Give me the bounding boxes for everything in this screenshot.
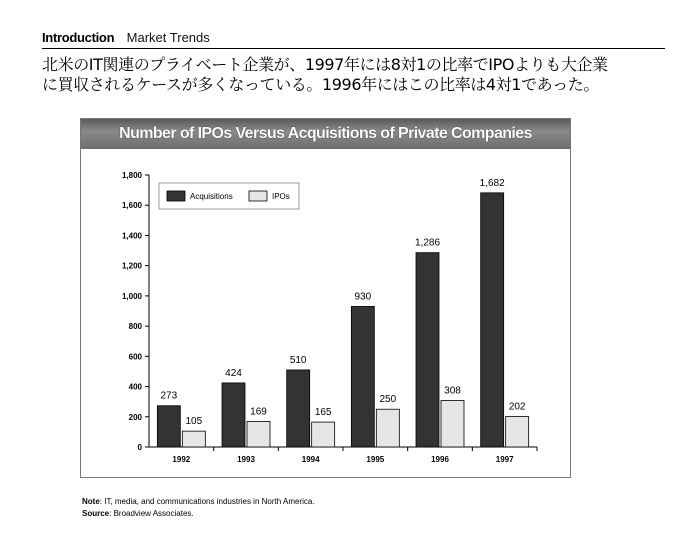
ipos-bar (182, 431, 205, 447)
acquisitions-value-label: 273 (160, 390, 178, 402)
header-divider (42, 48, 665, 49)
footnote-source (82, 509, 194, 518)
y-tick-label: 400 (128, 382, 142, 392)
legend-label-ipos: IPOs (272, 192, 290, 201)
section-title: Introduction (42, 30, 115, 45)
headline (42, 55, 672, 95)
acquisitions-bar (222, 383, 245, 447)
ipos-value-label: 105 (185, 416, 203, 428)
y-tick-label: 600 (128, 352, 142, 362)
source-label: Source (82, 509, 110, 518)
ipos-value-label: 250 (379, 394, 397, 406)
ipos-value-label: 165 (314, 407, 332, 419)
y-tick-label: 1,800 (121, 171, 142, 180)
slide-header (42, 29, 665, 49)
legend-swatch-acquisitions (167, 191, 185, 201)
footnote-note (82, 497, 315, 506)
acquisitions-value-label: 424 (225, 367, 242, 379)
acquisitions-bar (416, 253, 439, 447)
y-tick-label: 0 (137, 443, 142, 452)
legend-label-acquisitions: Acquisitions (190, 192, 233, 201)
y-tick-label: 1,600 (121, 201, 142, 211)
y-tick-label: 1,000 (121, 291, 142, 301)
y-tick-label: 200 (128, 412, 142, 422)
x-tick-label: 1993 (237, 455, 255, 464)
ipos-bar (312, 422, 335, 447)
acquisitions-value-label: 1,682 (479, 177, 505, 189)
acquisitions-bar (351, 306, 374, 447)
chart-title: Number of IPOs Versus Acquisitions of Private Companies (119, 125, 532, 142)
legend-swatch-ipos (249, 191, 267, 201)
y-tick-label: 1,200 (121, 261, 142, 271)
source-text: : Broadview Associates. (109, 509, 194, 518)
x-tick-label: 1992 (172, 455, 191, 464)
headline-line-1: 北米のIT関連のプライベート企業が、1997年には8対1の比率でIPOよりも大企業 (42, 55, 608, 74)
ipos-bar (506, 416, 529, 447)
chart-title-banner (81, 119, 570, 149)
ipos-bar (247, 421, 270, 447)
acquisitions-bar (481, 193, 504, 447)
x-tick-label: 1995 (366, 455, 385, 464)
note-text: : IT, media, and communications industries in North America. (99, 497, 315, 506)
acquisitions-value-label: 930 (354, 291, 372, 303)
ipos-value-label: 202 (508, 401, 526, 413)
x-tick-label: 1997 (495, 455, 514, 464)
subsection-title: Market Trends (126, 30, 210, 45)
acquisitions-value-label: 1,286 (414, 237, 441, 249)
ipos-value-label: 308 (444, 385, 461, 397)
x-tick-label: 1996 (431, 455, 449, 464)
ipos-bar (376, 409, 399, 447)
x-tick-label: 1994 (301, 455, 320, 464)
y-tick-label: 1,400 (121, 231, 142, 241)
acquisitions-bar (157, 406, 180, 447)
chart-panel (80, 118, 571, 478)
ipos-bar (441, 400, 464, 447)
note-label: Note (82, 497, 100, 506)
acquisitions-value-label: 510 (289, 354, 307, 366)
y-tick-label: 800 (128, 322, 142, 332)
ipos-value-label: 169 (250, 406, 267, 418)
headline-line-2: に買収されるケースが多くなっている。1996年にはこの比率は4対1であった。 (42, 75, 599, 94)
bar-chart (81, 149, 570, 477)
acquisitions-bar (287, 370, 310, 447)
